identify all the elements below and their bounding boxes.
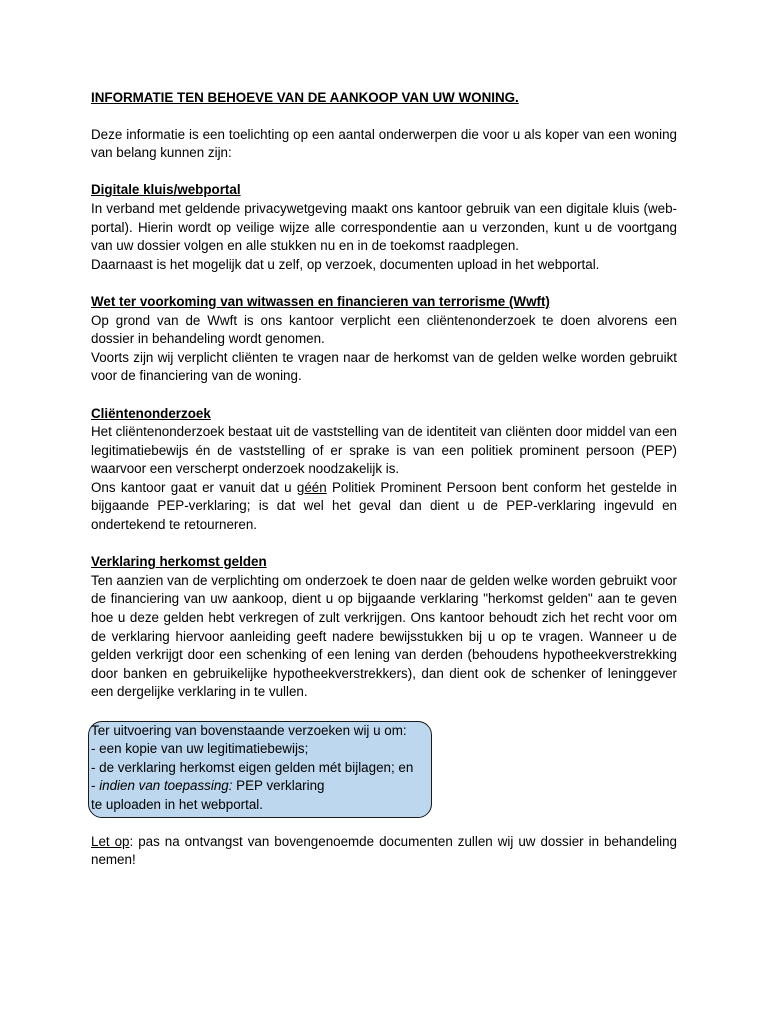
request-callout-box <box>88 721 432 818</box>
section-digitale-kluis <box>91 181 677 274</box>
heading-digitale-kluis: Digitale kluis/webportal <box>91 182 241 198</box>
clienten-p2-before: Ons kantoor gaat er vanuit dat u <box>91 479 297 495</box>
intro-paragraph: Deze informatie is een toelichting op een aantal onderwerpen die voor u als koper van een woning van belang kunnen zijn: <box>91 126 677 161</box>
clienten-p2-after: Politiek Prominent Persoon bent conform het gestelde in bijgaande PEP-verklaring; is dat wel het geval dan dient u de PEP-verklaring ingevuld en ondertekend te retourneren. <box>91 479 677 533</box>
callout-line-1: Ter uitvoering van bovenstaande verzoeken wij u om: <box>91 722 407 738</box>
kluis-paragraph-1: In verband met geldende privacywetgeving maakt ons kantoor gebruik van een digitale kluis (web-portal). Hierin wordt op veilige wijze alle correspondentie aan u verzonden, kunt u de voortgang van uw dossier volgen en alle stukken nu en in de toekomst raadplegen. <box>91 200 677 254</box>
section-clientenonderzoek <box>91 405 677 535</box>
callout-line-3: - de verklaring herkomst eigen gelden mét bijlagen; en <box>91 759 414 775</box>
intro-section <box>91 126 677 163</box>
section-herkomst-gelden <box>91 553 677 702</box>
let-op-text: : pas na ontvangst van bovengenoemde documenten zullen wij uw dossier in behandeling nemen! <box>91 833 677 868</box>
wwft-paragraph-1: Op grond van de Wwft is ons kantoor verplicht een cliëntenonderzoek te doen alvorens een dossier in behandeling wordt genomen. <box>91 312 677 347</box>
callout-line-4 <box>91 777 431 796</box>
document-title: INFORMATIE TEN BEHOEVE VAN DE AANKOOP VAN UW WONING. <box>91 90 519 105</box>
callout-line-2: - een kopie van uw legitimatiebewijs; <box>91 741 309 757</box>
let-op-paragraph <box>91 833 677 870</box>
clienten-p2-emphasis: géén <box>296 479 327 495</box>
clienten-paragraph-2 <box>91 479 677 535</box>
wwft-paragraph-2: Voorts zijn wij verplicht cliënten te vragen naar de herkomst van de gelden welke worden gebruikt voor de financiering van de woning. <box>91 349 677 384</box>
clienten-paragraph-1: Het cliëntenonderzoek bestaat uit de vaststelling van de identiteit van cliënten door middel van een legitimatiebewijs én de vaststelling of er sprake is van een politiek prominent persoon (PEP) waarvoor een verscherpt onderzoek noodzakelijk is. <box>91 424 677 477</box>
herkomst-paragraph: Ten aanzien van de verplichting om onderzoek te doen naar de gelden welke worden gebruikt voor de financiering van uw aankoop, dient u op bijgaande verklaring "herkomst gelden" aan te geven hoe u deze gelden hebt verkregen of zult verkrijgen. Ons kantoor behoudt zich het recht voor om de verklaring hiervoor aanleiding geeft nadere bewijsstukken bij u op te vragen. Wanneer u de gelden verkrijgt door een schenking of een lening van derden (behoudens hypotheekverstrekking door banken en gebruikelijke hypotheekverstrekkers), dan dient ook de schenker of leninggever een dergelijke verklaring in te vullen. <box>91 572 677 700</box>
callout-line-4-italic: indien van toepassing: <box>99 778 233 794</box>
heading-herkomst-gelden: Verklaring herkomst gelden <box>91 554 267 570</box>
document-page <box>91 89 677 870</box>
kluis-paragraph-2: Daarnaast is het mogelijk dat u zelf, op verzoek, documenten upload in het webportal. <box>91 256 600 272</box>
callout-line-5: te uploaden in het webportal. <box>91 796 263 812</box>
section-wwft <box>91 293 677 386</box>
heading-wwft: Wet ter voorkoming van witwassen en financieren van terrorisme (Wwft) <box>91 293 550 309</box>
callout-line-4-prefix: - <box>91 778 100 794</box>
callout-line-4-rest: PEP verklaring <box>232 778 325 794</box>
heading-clientenonderzoek: Cliëntenonderzoek <box>91 405 211 421</box>
let-op-label: Let op <box>91 833 130 849</box>
